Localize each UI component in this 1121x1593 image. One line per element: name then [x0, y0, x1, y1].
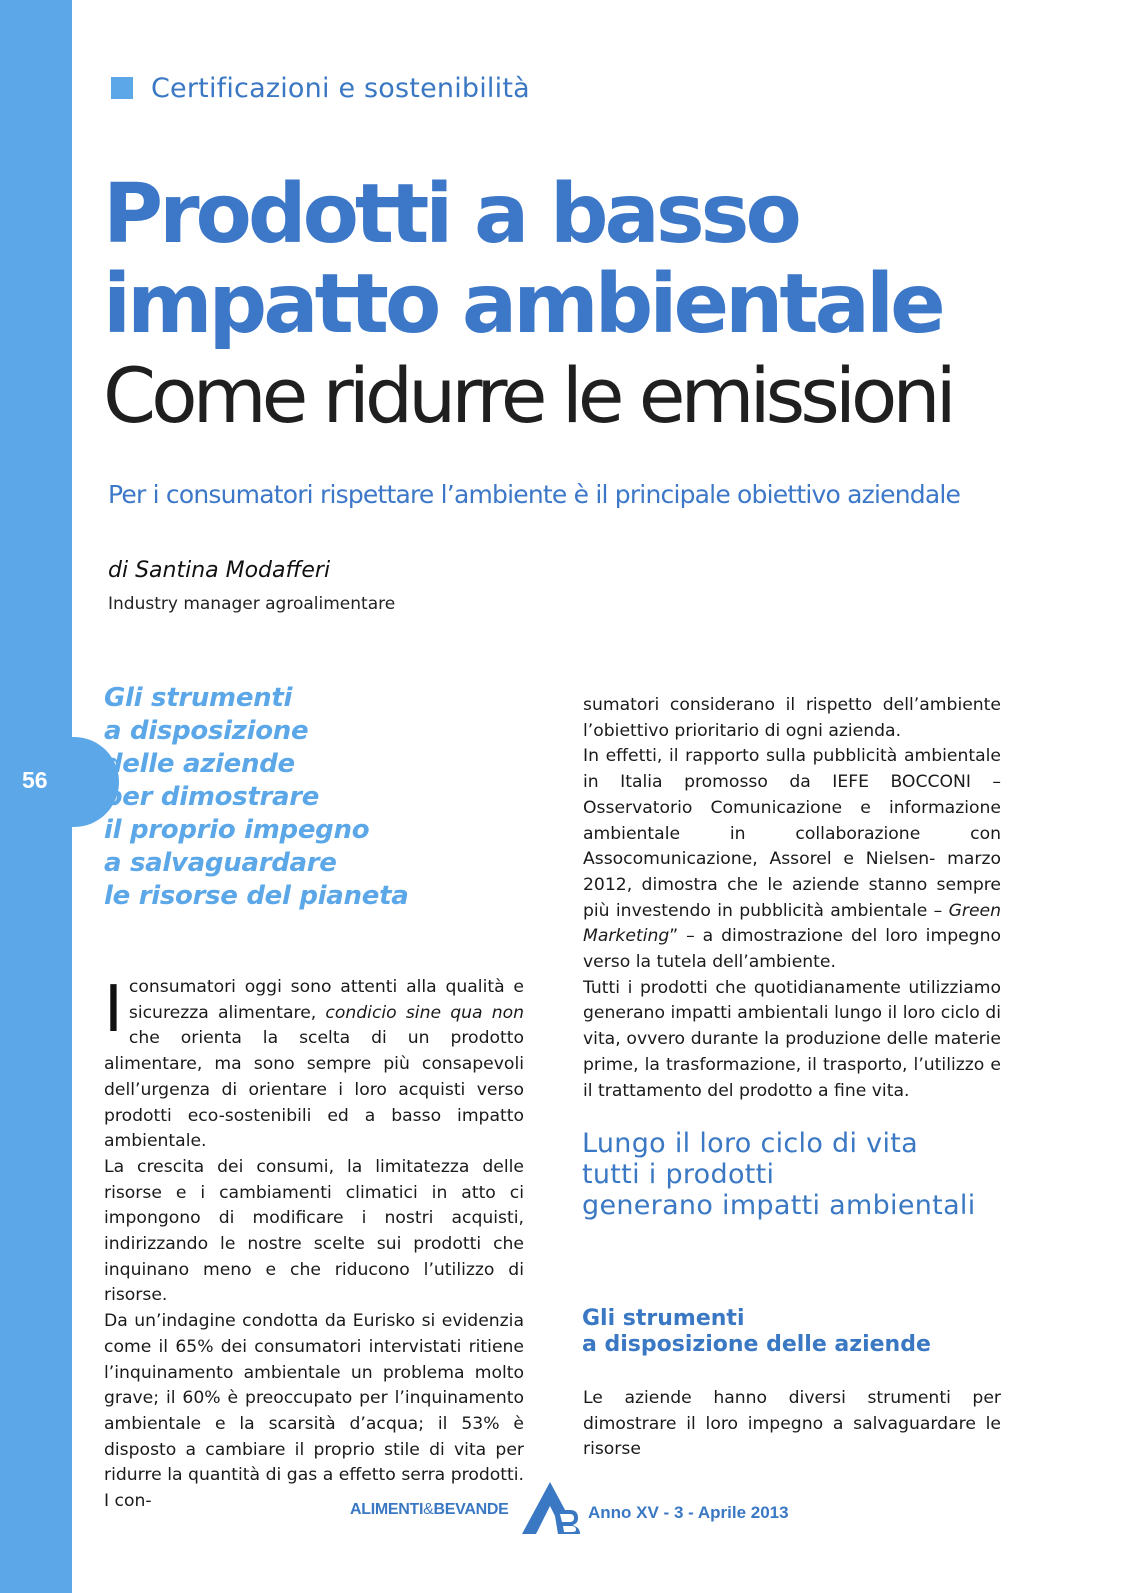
italic-phrase: condicio sine qua non: [325, 1002, 524, 1023]
body-column-left: [104, 975, 524, 1515]
text-run: che orienta la scelta di un prodotto alimentare, ma sono sempre più consapevoli dell’urgenza di orientare i loro acquisti verso prodotti eco-sostenibili ed a basso impatto ambientale.: [104, 1028, 524, 1152]
italic-phrase: Green Marketing: [583, 900, 1001, 947]
publisher-logo-icon: [518, 1480, 582, 1536]
pull-quote: [104, 682, 434, 913]
highlight-line: Lungo il loro ciclo di vita: [582, 1128, 918, 1159]
pull-quote-line: il proprio impegno: [104, 815, 370, 845]
section-subhead: [582, 1306, 1002, 1358]
page-number: 56: [22, 767, 48, 793]
author-role: Industry manager agroalimentare: [108, 594, 396, 614]
highlight-line: generano impatti ambientali: [582, 1190, 976, 1221]
body-paragraph: [583, 744, 1001, 975]
body-paragraph: sumatori considerano il rispetto dell’ambiente l’obiettivo prioritario di ogni azienda.: [583, 695, 1001, 741]
text-run: ” – a dimostrazione del loro impegno verso la tutela dell’ambiente.: [583, 926, 1001, 973]
body-paragraph: Tutti i prodotti che quotidianamente utilizziamo generano impatti ambientali lungo il loro ciclo di vita, ovvero durante la produzione delle materie prime, la trasformazione, il trasporto, l’utilizzo e il trattamento del prodotto a fine vita.: [583, 977, 1001, 1101]
section-label: Certificazioni e sostenibilità: [151, 72, 530, 104]
pull-quote-line: a disposizione: [104, 716, 309, 746]
subhead-line: Gli strumenti: [582, 1306, 745, 1331]
text-run: consumatori oggi sono attenti alla qualità e sicurezza alimentare,: [128, 977, 524, 1023]
body-column-right-continued: [583, 1386, 1001, 1463]
title-line-1: Prodotti a basso: [103, 167, 798, 262]
pull-quote-line: a salvaguardare: [104, 848, 337, 878]
issue-info: Anno XV - 3 - Aprile 2013: [588, 1503, 789, 1522]
subhead-line: a disposizione delle aziende: [582, 1332, 931, 1357]
pull-quote-line: delle aziende: [104, 749, 295, 779]
section-header: [111, 70, 530, 106]
body-column-right: [583, 693, 1001, 1104]
magazine-ampersand: &: [423, 1501, 434, 1518]
title-line-2: impatto ambientale: [103, 257, 942, 352]
text-run: In effetti, il rapporto sulla pubblicità ambientale in Italia promosso da IEFE BOCCONI – Osservatorio Comunicazione e informazione ambientale in collaborazione con Assocomunicazione, Assorel e Nielsen- marzo 2012, dimostra che le aziende stanno sempre più investendo in pubblicità ambientale –: [583, 746, 1001, 921]
highlight-quote: [582, 1128, 1002, 1221]
magazine-name: [350, 1501, 508, 1519]
section-square-icon: [111, 77, 133, 99]
highlight-line: tutti i prodotti: [582, 1159, 775, 1190]
body-paragraph: [104, 975, 524, 1155]
magazine-name-part: ALIMENTI: [350, 1501, 424, 1518]
pull-quote-line: per dimostrare: [104, 782, 320, 812]
magazine-name-part: BEVANDE: [433, 1501, 509, 1518]
body-paragraph: La crescita dei consumi, la limitatezza delle risorse e i cambiamenti climatici in atto ci impongono di modificare i nostri acquisti, indirizzando le nostre scelte sui prodotti che inquinano meno e che riducono l’utilizzo di risorse.: [104, 1156, 524, 1306]
pull-quote-line: le risorse del pianeta: [104, 881, 409, 911]
body-paragraph: Da un’indagine condotta da Eurisko si evidenzia come il 65% dei consumatori intervistati ritiene l’inquinamento ambientale un problema molto grave; il 60% è preoccupato per l’inquinamento ambientale e la scarsità d’acqua; il 53% è disposto a cambiare il proprio stile di vita per ridurre la quantità di gas a effetto serra prodotti. I con-: [104, 1311, 524, 1512]
article-subtitle: Per i consumatori rispettare l’ambiente è il principale obiettivo aziendale: [108, 480, 961, 509]
author-byline: di Santina Modafferi: [108, 558, 331, 583]
title-line-3: Come ridurre le emissioni: [103, 351, 952, 440]
pull-quote-line: Gli strumenti: [104, 683, 293, 713]
drop-cap: I: [104, 973, 123, 1047]
body-paragraph: Le aziende hanno diversi strumenti per dimostrare il loro impegno a salvaguardare le risorse: [583, 1388, 1001, 1460]
